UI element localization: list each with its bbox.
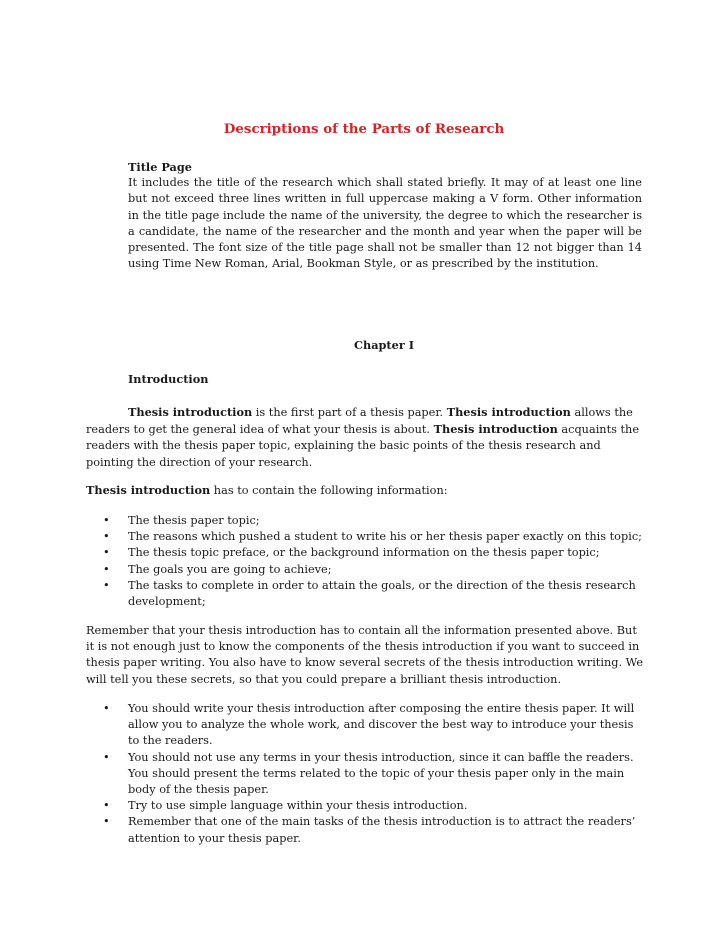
intro-p2-bold: Thesis introduction (86, 483, 211, 497)
bullet-icon: • (103, 530, 110, 544)
list-item (86, 750, 646, 799)
thesis-tips-list (86, 701, 646, 847)
bullet-icon: • (103, 562, 110, 576)
list-item-text: Remember that one of the main tasks of the thesis introduction is to attract the readers’ attention to your thesis paper. (128, 815, 636, 845)
list-item-text: The goals you are going to achieve; (128, 562, 332, 576)
bullet-icon: • (103, 815, 110, 829)
intro-p2-text: has to contain the following information: (210, 484, 448, 497)
list-item-text: The thesis topic preface, or the background information on the thesis paper topic; (128, 546, 600, 560)
list-item (86, 798, 646, 814)
list-item (86, 513, 646, 529)
intro-paragraph-1 (86, 404, 646, 471)
intro-p1-bold-2: Thesis introduction (446, 405, 571, 419)
list-item (86, 578, 646, 610)
thesis-contents-list (86, 513, 646, 610)
chapter-heading: Chapter I (354, 338, 414, 352)
bullet-icon: • (103, 578, 110, 592)
title-page-section (128, 159, 642, 272)
bullet-icon: • (103, 702, 110, 715)
bullet-icon: • (103, 750, 110, 764)
intro-p1-text-1: is the first part of a thesis paper. (252, 406, 447, 419)
list-item-text: The thesis paper topic; (128, 514, 260, 527)
list-item-text: The reasons which pushed a student to write his or her thesis paper exactly on this topic; (128, 530, 642, 544)
list-item (86, 545, 646, 561)
intro-paragraph-2 (86, 482, 646, 499)
intro-p1-text-2: allows the readers to get the general idea of what your thesis is about. (86, 406, 633, 437)
intro-paragraph-3: Remember that your thesis introduction has to contain all the information presented above. But it is not enough just to know the components of the thesis introduction if you want to succeed in thesis paper writing. You also have to know several secrets of the thesis introduction writing. We will tell you these secrets, so that you could prepare a brilliant thesis introduction. (86, 624, 644, 686)
bullet-icon: • (103, 546, 110, 560)
list-item (86, 529, 646, 545)
list-item-text: The tasks to complete in order to attain the goals, or the direction of the thesis research development; (128, 578, 636, 609)
list-item (86, 701, 646, 750)
document-title: Descriptions of the Parts of Research (223, 121, 505, 137)
introduction-heading: Introduction (128, 372, 209, 386)
list-item-text: Try to use simple language within your thesis introduction. (128, 799, 468, 813)
intro-p1-text-3: acquaints the readers with the thesis paper topic, explaining the basic points of the thesis research and pointing the direction of your research. (86, 423, 640, 469)
bullet-icon: • (103, 799, 110, 813)
list-item (86, 562, 646, 578)
list-item-text: You should write your thesis introduction after composing the entire thesis paper. It will allow you to analyze the whole work, and discover the best way to introduce your thesis to the readers. (128, 702, 635, 748)
title-page-heading: Title Page (128, 160, 192, 174)
list-item (86, 814, 646, 846)
list-item-text: You should not use any terms in your thesis introduction, since it can baffle the readers. You should present the terms related to the topic of your thesis paper only in the main body of the thesis paper. (128, 750, 634, 797)
intro-p1-bold-1: Thesis introduction (128, 405, 253, 419)
intro-p1-bold-3: Thesis introduction (433, 422, 558, 437)
title-page-description: It includes the title of the research which shall stated briefly. It may of at least one line but not exceed three lines written in full uppercase making a V form. Other information in the title page include the name of the university, the degree to which the researcher is a candidate, the name of the researcher and the month and year when the paper will be presented. The font size of the title page shall not be smaller than 12 not bigger than 14 using Time New Roman, Arial, Bookman Style, or as prescribed by the institution. (128, 176, 642, 271)
bullet-icon: • (103, 514, 110, 527)
